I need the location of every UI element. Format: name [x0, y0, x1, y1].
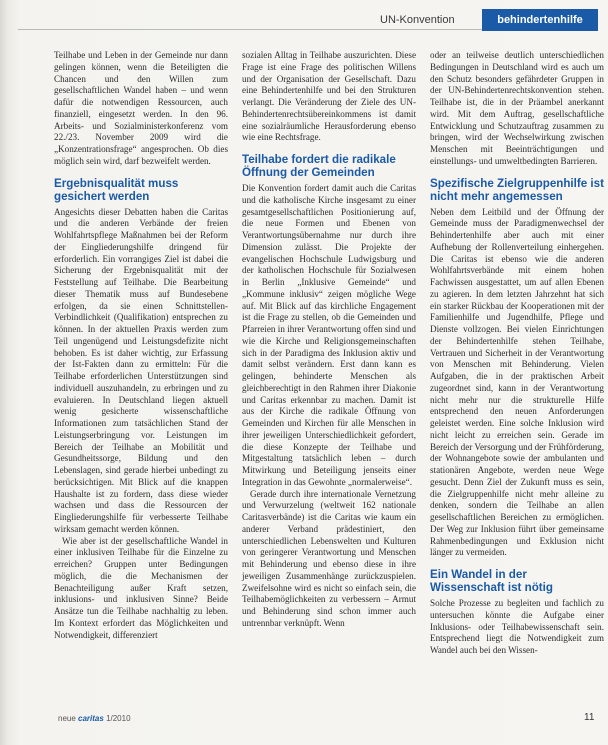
section-label: UN-Konvention [380, 14, 455, 26]
paragraph: Wie aber ist der gesellschaftliche Wandel in einer inklusiven Teilhabe für die Einzelne zu erreichen? Gruppen unter Bedingungen möglich, die die Mechanismen der Benachteiligung außer Kraft setzen, inklusions- und inklusiven Sinne? Beide Ansätze tun die Teilhabe nachhaltig zu leben. Im Kontext erfordert das Möglichkeiten und Notwendigkeit, differenziert [54, 535, 228, 640]
footer-publication [58, 714, 131, 723]
footer-issue: 1/2010 [106, 714, 131, 723]
article-column-2 [242, 50, 416, 630]
article-column-1 [54, 50, 228, 641]
paragraph: Angesichts dieser Debatten haben die Caritas und die anderen Verbände der freien Wohlfahrtspflege Maßnahmen bei der Reform der Eingliederungshilfe dringend für erforderlich. Ein vorrangiges Ziel ist dabei die Sicherung der Ergebnisqualität mit der Feststellung auf Teilhabe. Die Bearbeitung dieser Thematik muss auf Bundesebene erfolgen, da sie einen Schnittstellen-Verbindlichkeit (Qualifikation) entsprechen zu können. In der aktuellen Praxis werden zum Teil ungenügend und Leistungsdefizite nicht behoben. Es ist daher wichtig, zur Erfassung der Ist-Fakten dann zu ermitteln: Für die Teilhabe erforderlichen Unterstützungen sind individuell auszuhandeln, zu erbringen und zu evaluieren. In Deutschland liegen aktuell wenig gesicherte wissenschaftliche Informationen zum tatsächlichen Stand der Leistungserbringung vor. Leistungen im Bereich der Teilhabe an Mobilität und Gesundheitssorge, Bildung und den Lebenslagen, sind gerade hierbei unbedingt zu berücksichtigen. Mit Blick auf die knappen Haushalte ist zu fordern, dass diese wieder wachsen und dass die Ressourcen der Eingliederungshilfe für verbesserte Teilhabe wirksam gemacht werden können. [54, 206, 228, 534]
paragraph: Gerade durch ihre internationale Vernetzung und Verwurzelung (weltweit 162 nationale Caritasverbände) ist die Caritas wie kaum ein anderer Verband prädestiniert, den unterschiedlichen Lebenswelten und Kulturen von geringerer Verantwortung und Menschen mit Behinderung und ebenso diese in ihre jeweiligen Zusammenhänge zurückzuspielen. Zweifelsohne wird es nicht so einfach sein, die Teilhabemöglichkeiten zu verbessern – Armut und Behinderung sind schon immer auch untrennbar verknüpft. Wenn [242, 488, 416, 628]
subheading: Ein Wandel in der Wissenschaft ist nötig [430, 568, 553, 594]
footer-prefix: neue [58, 714, 76, 723]
paragraph: Solche Prozesse zu begleiten und fachlich zu untersuchen könnte die Aufgabe einer Inklusions- oder Teilhabewissenschaft sein. Entsprechend liegt die Notwendigkeit zum Wandel auch bei den Wissen- [430, 598, 604, 655]
section-tag: behindertenhilfe [482, 9, 598, 31]
page-number: 11 [584, 712, 595, 723]
paragraph: Die Konvention fordert damit auch die Caritas und die katholische Kirche insgesamt zu einer gesamtgesellschaftlichen Positionierung auf, die neue Formen und Ebenen von Verantwortungsübernahme nur durch ihre Dimension zulässt. Die Projekte der evangelischen Hochschule Ludwigsburg und der katholischen Hochschule für Sozialwesen in Berlin „Inklusive Gemeinde“ und „Kommune inklusiv“ zeigen mögliche Wege auf. Mit Blick auf das kirchliche Engagement ist die Frage zu stellen, ob die Gemeinden und Pfarreien in ihrer Verantwortung offen sind und wie die Kirche und Religionsgemeinschaften sich in der Paradigma des Inklusion aktiv und damit selbst verändern. Erst dann kann es gelingen, behinderte Menschen als gleichberechtigt in den Rahmen ihrer Diakonie und Caritas erkennbar zu machen. Damit ist aus der Kirche die radikale Öffnung von Gemeinden und Kirchen für alle Menschen in ihrer jeweiligen Unterschiedlichkeit gefordert, die diese Konzepte der Teilhabe und Mitgestaltung tatsächlich leben – durch Mitwirkung und Beteiligung jenseits einer Integration in das Gewohnte „normalerweise“. [242, 183, 416, 487]
subheading: Teilhabe fordert die radikale Öffnung der Gemeinden [242, 153, 396, 179]
article-column-3 [430, 50, 604, 657]
subheading: Spezifische Zielgruppenhilfe ist nicht mehr angemessen [430, 176, 604, 203]
subheading: Ergebnisqualität muss gesichert werden [54, 176, 179, 203]
footer-brand: caritas [78, 714, 104, 723]
paragraph: Teilhabe und Leben in der Gemeinde nur dann gelingen können, wenn die Beteiligten die Chancen und den Willen zum gesellschaftlichen Wandel haben – und wenn dafür die notwendigen Ressourcen, auch finanziell, eingesetzt werden. In den 96. Arbeits- und Sozialministerkonferenz vom 22./23. November 2009 wird die „Konzentrationsfrage“ angesprochen. Ob dies möglich sein wird, darf bezweifelt werden. [54, 50, 228, 166]
paragraph: oder an teilweise deutlich unterschiedlichen Bedingungen in Deutschland wird es auch um den Schutz besonders gefährdeter Gruppen in der UN-Behindertenrechtskonvention stehen. Teilhabe ist, die in der Präambel anerkannt wird. Mit dem Auftrag, gesellschaftliche Entwicklung und Schutzauftrag zusammen zu bringen, wird der Wechselwirkung zwischen Menschen mit Beeinträchtigungen und einstellungs- und umweltbedingten Barrieren. [430, 50, 604, 166]
paragraph: Neben dem Leitbild und der Öffnung der Gemeinde muss der Paradigmenwechsel der Behindertenhilfe aber auch mit einer Aufhebung der Rollenverteilung einhergehen. Die Caritas ist ebenso wie die anderen Wohlfahrtsverbände mit einem hohen Fachwissen ausgestattet, um auf allen Ebenen zu agieren. In dem letzten Jahrzehnt hat sich ein starker Rückbau der Kooperationen mit der Familienhilfe und Jugendhilfe, Pflege und Dienste vollzogen. Bei vielen Einrichtungen der Behindertenhilfe stehen Teilhabe, Vertrauen und Sicherheit in der Verantwortung von Menschen mit Behinderung. Vielen Aufgaben, die in der praktischen Arbeit zugeordnet sind, kann in der Verantwortung nicht mehr nur die strukturelle Hilfe entsprechend den neuen Anforderungen geleistet werden. Eine solche Inklusion wird nicht leicht zu erreichen sein. Gerade im Bereich der Versorgung und der Frühförderung, der Wohnangebote sowie der ambulanten und stationären Angebote, werden neue Wege gesucht. Denn Ziel der Zukunft muss es sein, die Zielgruppenhilfe nicht mehr alleine zu denken, sondern die Teilhabe an allen gesellschaftlichen Bereichen zu ermöglichen. Der Weg zur Inklusion führt über gemeinsame Rahmenbedingungen und Exklusion nicht länger zu vermeiden. [430, 206, 605, 558]
paragraph: sozialen Alltag in Teilhabe auszurichten. Diese Frage ist eine Frage des politischen Willens und der Organisation der Gesellschaft. Dazu eine Behindertenhilfe und bei den Strukturen verlangt. Die Veränderung der Ziele des UN-Behindertenrechtsübereinkommens ist damit eine sozialräumliche Herausforderung ebenso wie eine Rechtsfrage. [242, 50, 416, 143]
